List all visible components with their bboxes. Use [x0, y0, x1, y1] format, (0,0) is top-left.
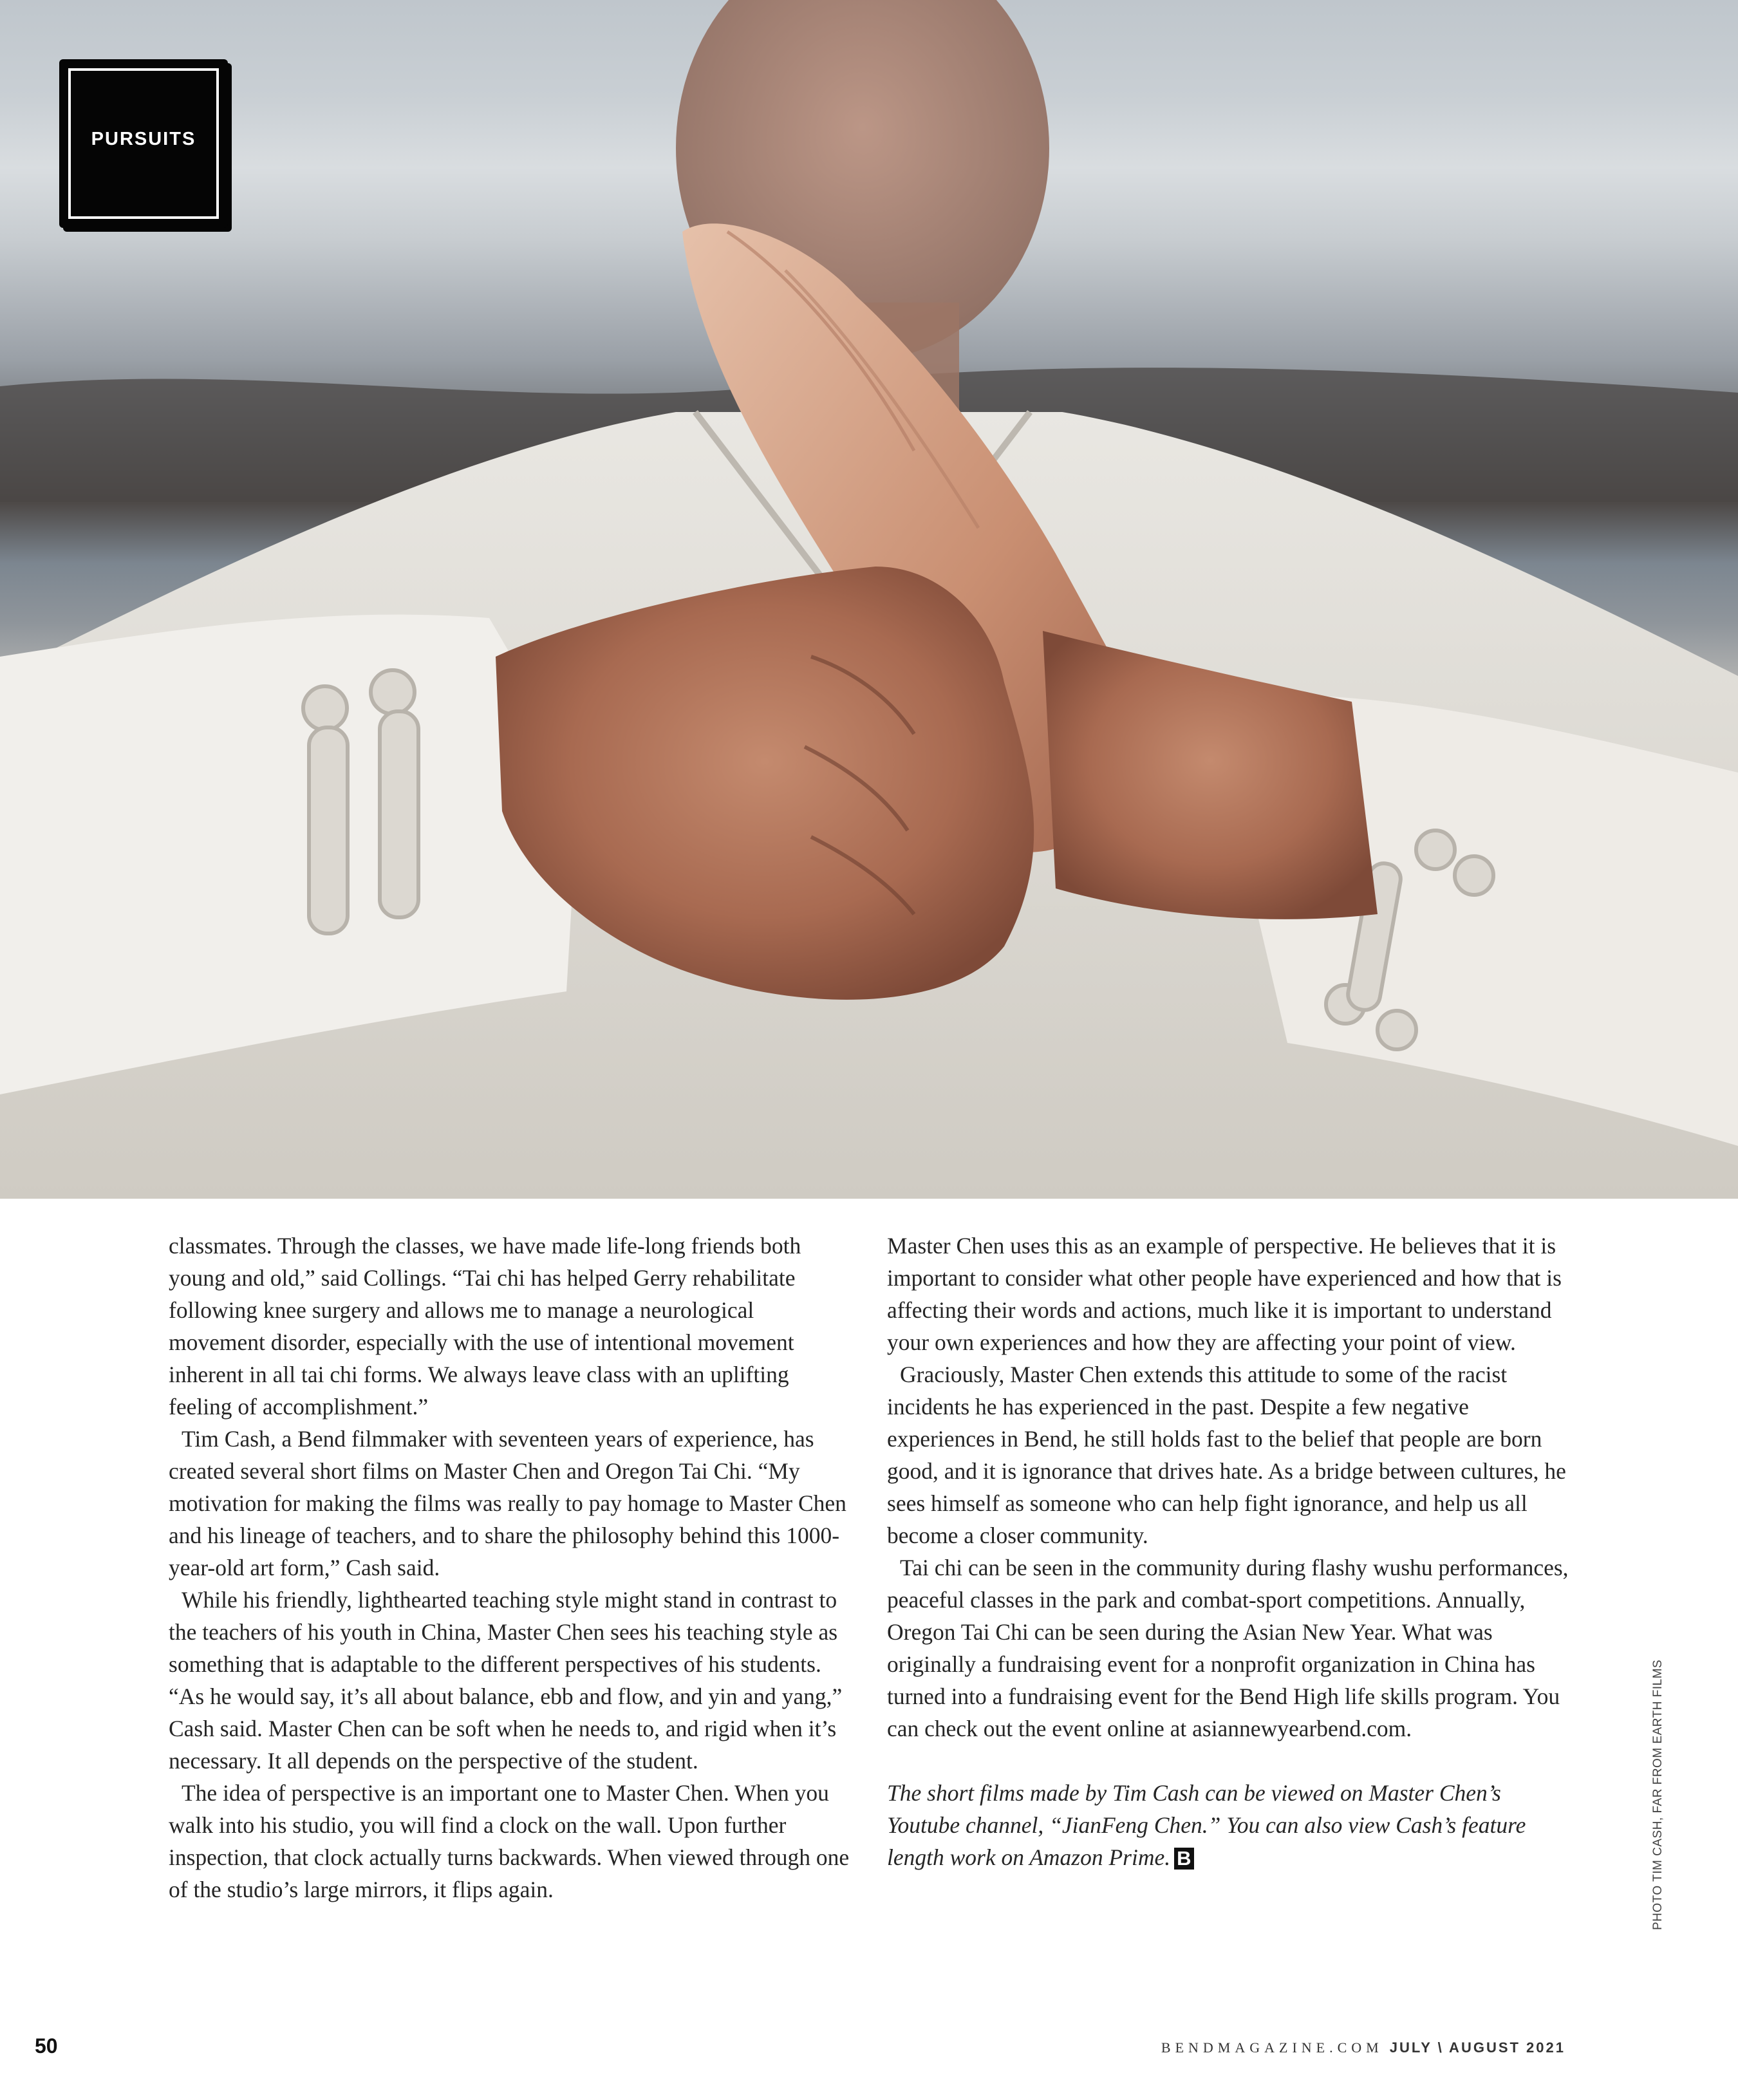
article-paragraph: Tai chi can be seen in the community during flashy wushu performances, peaceful classes in the park and combat-sport competitions. Annually, Oregon Tai Chi can be seen during the Asian New Year. What was originally a fundraising event for a nonprofit organization in China has turned into a fundraising event for the Bend High life skills program. You can check out the event online at asiannewyearbend.com.: [887, 1555, 1569, 1741]
article-paragraph: While his friendly, lighthearted teaching style might stand in contrast to the teachers of his youth in China, Master Chen sees his teaching style as something that is adaptable to the different perspectives of his students. “As he would say, it’s all about balance, ebb and flow, and yin and yang,” Cash said. Master Chen can be soft when he needs to, and rigid when it’s necessary. It all depends on the perspective of the student.: [169, 1587, 843, 1774]
section-tag: [59, 59, 228, 228]
article-paragraph: Tim Cash, a Bend filmmaker with seventeen years of experience, has created several short films on Master Chen and Oregon Tai Chi. “My motivation for making the films was really to pay homage to Master Chen and his lineage of teachers, and to share the philosophy behind this 1000-year-old art form,” Cash said.: [169, 1426, 846, 1580]
article-paragraph: classmates. Through the classes, we have made life-long friends both young and old,” said Collings. “Tai chi has helped Gerry rehabilitate following knee surgery and allows me to manage a neurological movement disorder, especially with the use of intentional movement inherent in all tai chi forms. We always leave class with an uplifting feeling of accomplishment.”: [169, 1233, 801, 1420]
footer-issue: JULY \ AUGUST 2021: [1389, 2039, 1565, 2056]
article-right-column: [887, 1230, 1569, 1873]
article-paragraph: Master Chen uses this as an example of perspective. He believes that it is important to consider what other people have experienced and how that is affecting their words and actions, much like it is important to understand your own experiences and how they are affecting your point of view.: [887, 1233, 1562, 1355]
section-tag-label: PURSUITS: [91, 129, 196, 149]
closing-note: [887, 1777, 1569, 1873]
closing-note-text: The short films made by Tim Cash can be viewed on Master Chen’s Youtube channel, “JianFeng Chen.” You can also view Cash’s feature length work on Amazon Prime.: [887, 1780, 1526, 1870]
end-mark-logo: B: [1174, 1848, 1193, 1870]
page-number: 50: [35, 2034, 58, 2058]
footer-website: BENDMAGAZINE.COM: [1161, 2039, 1383, 2056]
article-paragraph: The idea of perspective is an important one to Master Chen. When you walk into his studio, you will find a clock on the wall. Upon further inspection, that clock actually turns backwards. When viewed through one of the studio’s large mirrors, it flips again.: [169, 1780, 850, 1902]
page-footer: [1161, 2039, 1565, 2056]
article-paragraph: Graciously, Master Chen extends this attitude to some of the racist incidents he has experienced in the past. Despite a few negative experiences in Bend, he still holds fast to the belief that people are born good, and it is ignorance that drives hate. As a bridge between cultures, he sees himself as someone who can help fight ignorance, and help us all become a closer community.: [887, 1362, 1566, 1548]
article-left-column: [169, 1230, 851, 1906]
photo-credit: PHOTO TIM CASH, FAR FROM EARTH FILMS: [1651, 1659, 1665, 1930]
